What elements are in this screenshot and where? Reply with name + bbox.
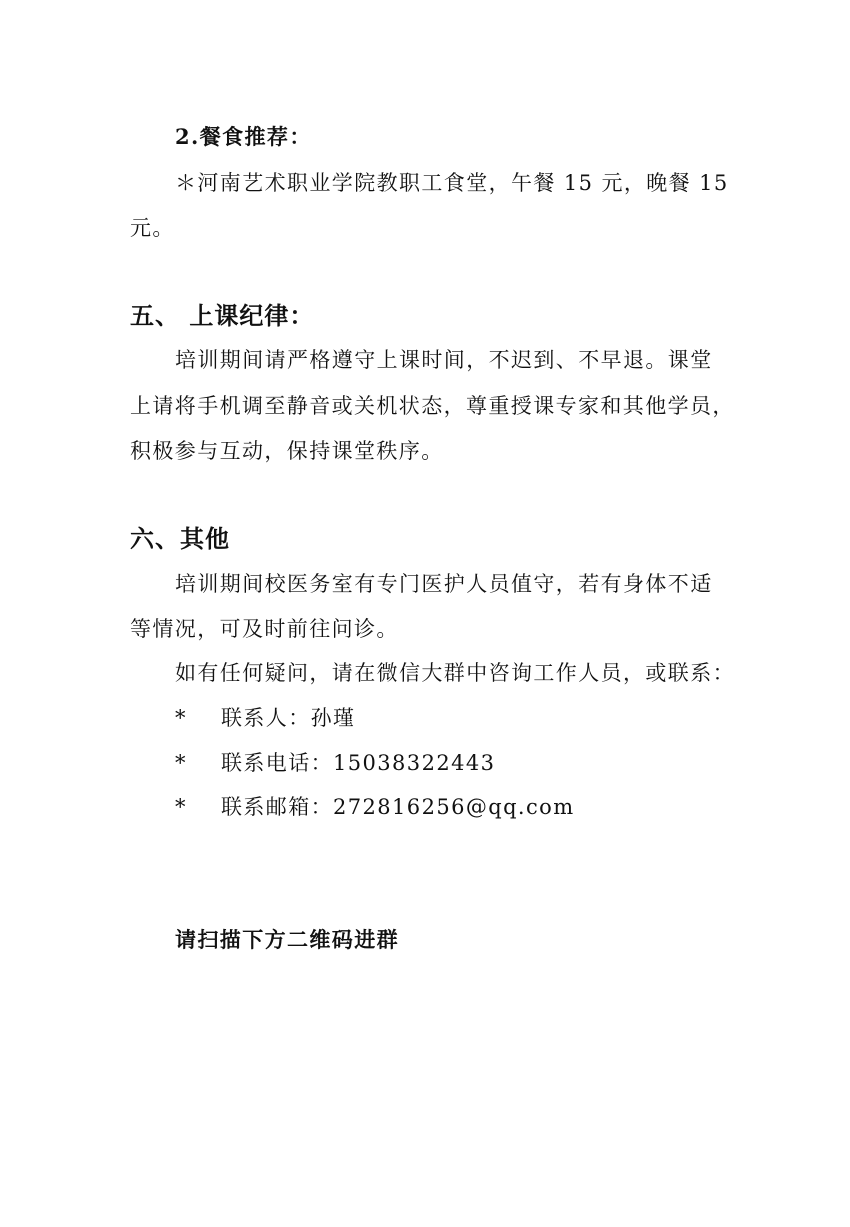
section-six-heading: 六、其他 (130, 524, 230, 553)
bullet-star-icon: * (175, 706, 187, 730)
section-five-heading: 五、 上课纪律： (130, 301, 315, 330)
contact-item-email (175, 792, 575, 822)
discipline-paragraph-line-1: 培训期间请严格遵守上课时间，不迟到、不早退。课堂 (175, 348, 713, 372)
meals-subtitle: 2.餐食推荐： (175, 124, 312, 149)
discipline-paragraph-line-2: 上请将手机调至静音或关机状态，尊重授课专家和其他学员， (130, 394, 735, 418)
contact-person-text: 联系人：孙瑾 (221, 706, 356, 730)
qr-code-instruction: 请扫描下方二维码进群 (175, 927, 399, 952)
bullet-star-icon: * (175, 751, 187, 775)
other-paragraph-line-2: 等情况，可及时前往问诊。 (130, 617, 399, 641)
contact-item-person (175, 703, 355, 733)
contact-email-text: 联系邮箱：272816256@qq.com (221, 795, 575, 819)
bullet-star-icon: * (175, 795, 187, 819)
meals-paragraph-line-2: 元。 (130, 216, 175, 240)
contact-phone-text: 联系电话：15038322443 (221, 751, 496, 775)
contact-item-phone (175, 748, 495, 778)
contact-intro: 如有任何疑问，请在微信大群中咨询工作人员，或联系： (175, 661, 735, 685)
meals-paragraph-line-1: ＊河南艺术职业学院教职工食堂，午餐 15 元，晚餐 15 (175, 171, 729, 195)
discipline-paragraph-line-3: 积极参与互动，保持课堂秩序。 (130, 439, 444, 463)
other-paragraph-line-1: 培训期间校医务室有专门医护人员值守，若有身体不适 (175, 572, 713, 596)
